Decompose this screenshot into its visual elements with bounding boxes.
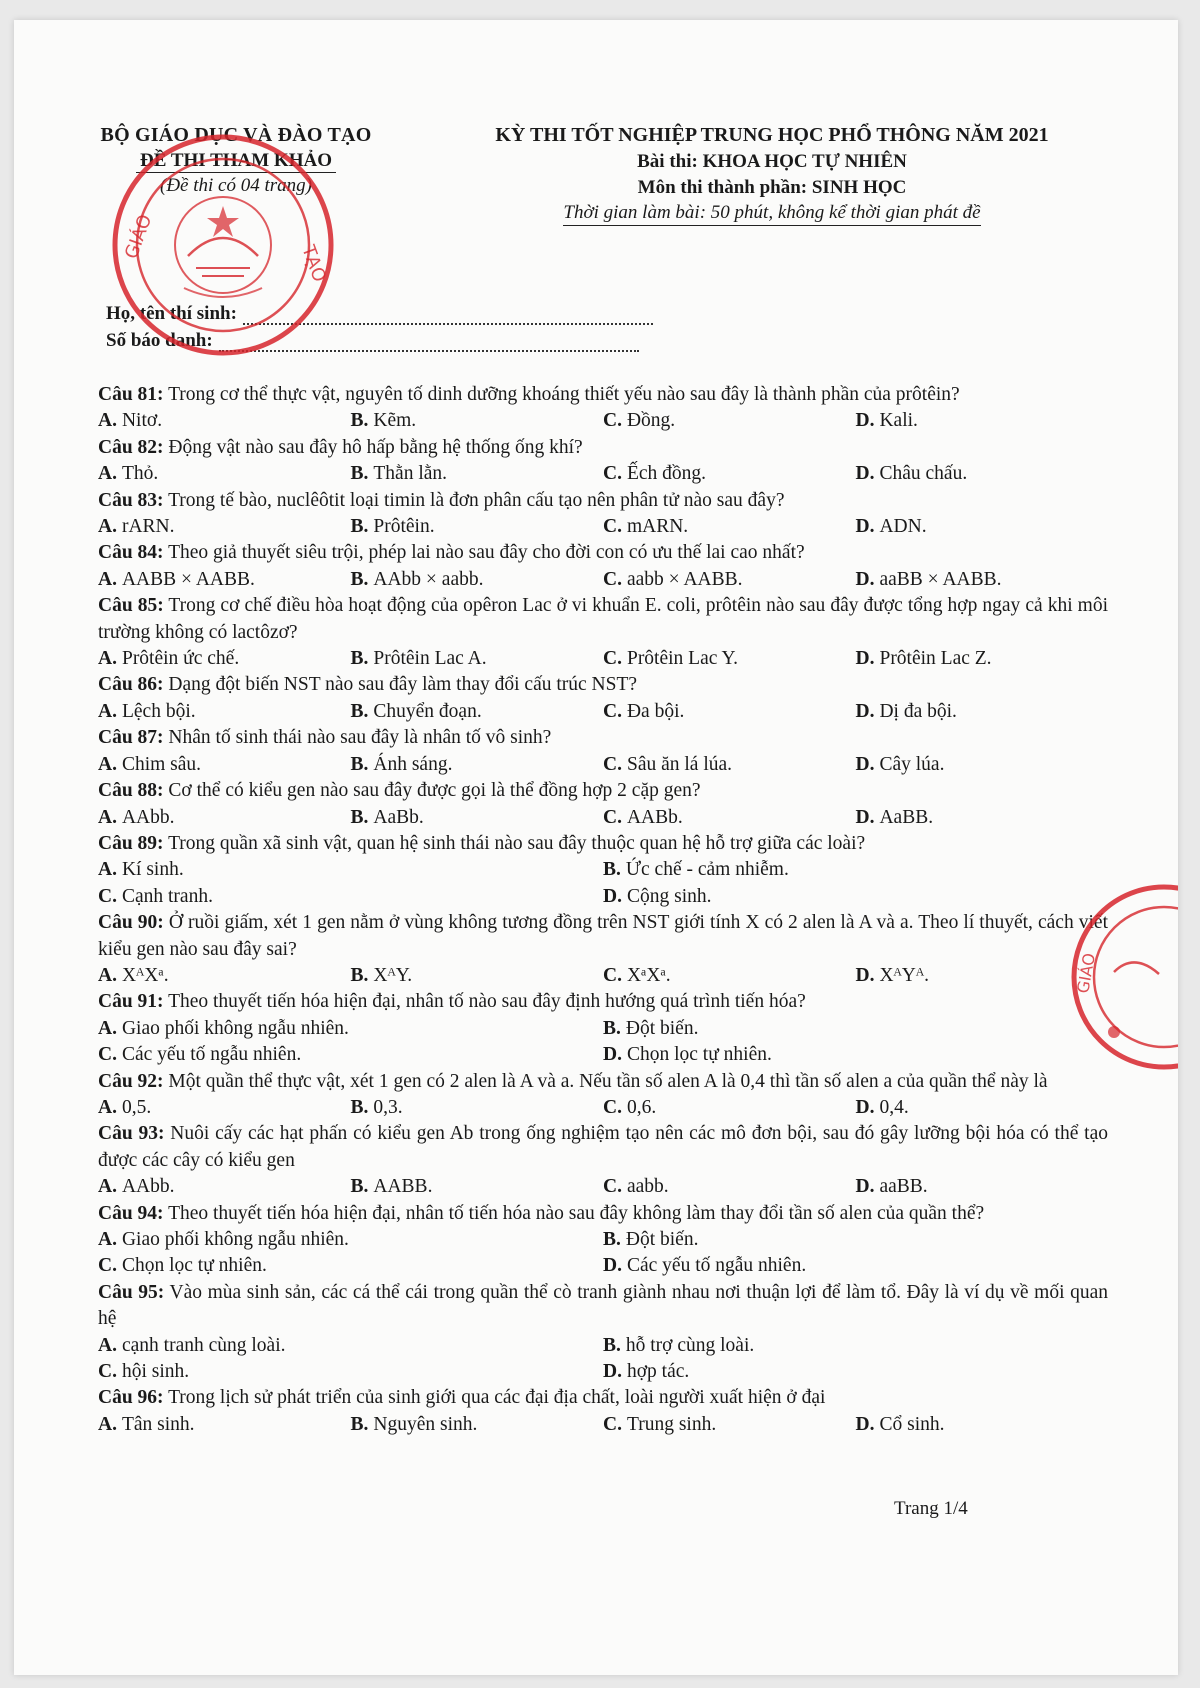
answer-option xyxy=(603,461,856,487)
answer-options xyxy=(98,699,1108,725)
question-stem xyxy=(98,1069,1108,1095)
question-stem xyxy=(98,672,1108,698)
answer-option xyxy=(351,646,604,672)
ministry-name: BỘ GIÁO DỤC VÀ ĐÀO TẠO xyxy=(100,124,372,146)
paper-type: ĐỀ THI THAM KHẢO xyxy=(136,150,336,173)
answer-options xyxy=(98,805,1108,831)
option-letter: A. xyxy=(98,463,117,485)
option-text: Chuyển đoạn. xyxy=(373,700,482,722)
question-stem xyxy=(98,778,1108,804)
question-block xyxy=(98,672,1108,725)
option-letter: A. xyxy=(98,753,117,775)
option-text: Chọn lọc tự nhiên. xyxy=(626,1044,772,1066)
option-text: Ức chế - cảm nhiễm. xyxy=(625,859,789,881)
option-text: Đột biến. xyxy=(625,1017,699,1039)
option-text: aabb. xyxy=(626,1176,669,1198)
answer-option xyxy=(351,408,604,434)
option-letter: C. xyxy=(603,1413,622,1435)
answer-options xyxy=(98,1227,1108,1280)
exam-title: KỲ THI TỐT NGHIỆP TRUNG HỌC PHỔ THÔNG NĂM 2021 xyxy=(495,124,1049,146)
option-letter: A. xyxy=(98,1413,117,1435)
answer-options xyxy=(98,408,1108,434)
option-text: AAbb × aabb. xyxy=(373,568,484,590)
question-text: Theo thuyết tiến hóa hiện đại, nhân tố nào sau đây định hướng quá trình tiến hóa? xyxy=(168,991,806,1013)
option-letter: B. xyxy=(350,700,369,722)
option-text: Ếch đồng. xyxy=(626,463,707,485)
question-text: Nuôi cấy các hạt phấn có kiểu gen Ab trong ống nghiệm tạo nên các mô đơn bội, sau đó gây lưỡng bội hóa có thể tạo được các cây có kiểu gen xyxy=(98,1123,1108,1171)
answer-option xyxy=(603,1253,1108,1279)
answer-option xyxy=(603,805,856,831)
answer-option xyxy=(98,1253,603,1279)
option-letter: B. xyxy=(603,1334,621,1356)
answer-option xyxy=(603,514,856,540)
option-letter: B. xyxy=(350,1096,369,1118)
option-text: mARN. xyxy=(626,516,689,538)
option-letter: D. xyxy=(855,568,875,590)
answer-options xyxy=(98,1333,1108,1386)
option-text: Sâu ăn lá lúa. xyxy=(626,753,733,775)
option-letter: C. xyxy=(603,463,622,485)
option-text: hội sinh. xyxy=(121,1361,190,1383)
answer-option xyxy=(603,1016,1108,1042)
option-letter: A. xyxy=(98,568,117,590)
answer-options xyxy=(98,1412,1108,1438)
option-letter: A. xyxy=(98,1017,117,1039)
option-text: AaBb. xyxy=(373,806,424,828)
question-block xyxy=(98,382,1108,435)
exam-subject: Môn thi thành phần: SINH HỌC xyxy=(637,177,907,198)
answer-option xyxy=(351,514,604,540)
question-block xyxy=(98,1121,1108,1200)
answer-option xyxy=(856,752,1109,778)
option-letter: C. xyxy=(98,1255,117,1277)
option-letter: D. xyxy=(855,648,875,670)
question-text: Động vật nào sau đây hô hấp bằng hệ thống ống khí? xyxy=(168,436,583,458)
question-list xyxy=(98,382,1108,1438)
answer-option xyxy=(351,461,604,487)
answer-options xyxy=(98,752,1108,778)
answer-options xyxy=(98,646,1108,672)
answer-option xyxy=(603,963,856,989)
option-letter: D. xyxy=(603,1044,622,1066)
question-text: Trong tế bào, nuclêôtit loại timin là đơn phân cấu tạo nên phân tử nào sau đây? xyxy=(168,489,785,511)
answer-options xyxy=(98,963,1108,989)
option-letter: B. xyxy=(350,1413,369,1435)
answer-option xyxy=(603,1359,1108,1385)
answer-option xyxy=(98,1227,603,1253)
option-letter: C. xyxy=(98,1361,117,1383)
option-text: Đột biến. xyxy=(625,1229,699,1250)
option-letter: B. xyxy=(350,753,369,775)
question-label: Câu 81: xyxy=(98,384,164,405)
option-text: XᴬY. xyxy=(373,964,413,986)
answer-option xyxy=(603,1412,856,1438)
question-stem xyxy=(98,831,1108,857)
answer-option xyxy=(603,408,856,434)
option-text: AABB × AABB. xyxy=(121,568,255,590)
option-letter: B. xyxy=(350,806,369,828)
answer-option xyxy=(351,1095,604,1121)
answer-option xyxy=(98,514,351,540)
option-text: XᴬXᵃ. xyxy=(121,964,169,986)
answer-option xyxy=(98,1333,603,1359)
question-block xyxy=(98,989,1108,1068)
question-block xyxy=(98,910,1108,989)
answer-option xyxy=(98,461,351,487)
answer-option xyxy=(98,1412,351,1438)
question-label: Câu 91: xyxy=(98,991,164,1013)
answer-option xyxy=(603,1174,856,1200)
answer-option xyxy=(98,1174,351,1200)
question-text: Một quần thể thực vật, xét 1 gen có 2 alen là A và a. Nếu tần số alen A là 0,4 thì tần số alen a của quần thể này là xyxy=(168,1070,1048,1092)
option-text: Kali. xyxy=(879,410,918,432)
answer-option xyxy=(351,1412,604,1438)
option-letter: A. xyxy=(98,859,117,881)
option-letter: B. xyxy=(350,410,369,432)
option-text: Prôtêin ức chế. xyxy=(121,648,240,670)
answer-option xyxy=(98,752,351,778)
answer-option xyxy=(856,646,1109,672)
question-label: Câu 84: xyxy=(98,542,164,564)
option-text: Prôtêin Lac A. xyxy=(373,648,487,670)
question-block xyxy=(98,778,1108,831)
question-label: Câu 95: xyxy=(98,1281,165,1303)
option-letter: D. xyxy=(603,1255,622,1277)
answer-options xyxy=(98,1016,1108,1069)
option-letter: A. xyxy=(98,648,117,670)
option-letter: C. xyxy=(603,700,622,722)
option-letter: D. xyxy=(855,806,875,828)
option-letter: B. xyxy=(603,1017,621,1039)
question-label: Câu 85: xyxy=(98,595,164,617)
question-label: Câu 89: xyxy=(98,832,164,854)
option-letter: C. xyxy=(603,753,622,775)
question-text: Ở ruồi giấm, xét 1 gen nằm ở vùng không tương đồng trên NST giới tính X có 2 alen là A và a. Theo lí thuyết, cách viết kiểu gen nào sau đây sai? xyxy=(98,912,1109,960)
option-letter: D. xyxy=(855,1413,875,1435)
answer-option xyxy=(856,1095,1109,1121)
question-stem xyxy=(98,1201,1108,1227)
answer-option xyxy=(98,567,351,593)
option-letter: A. xyxy=(98,1229,117,1250)
option-text: Trung sinh. xyxy=(626,1413,717,1435)
answer-option xyxy=(856,408,1109,434)
option-letter: B. xyxy=(350,1176,369,1198)
question-block xyxy=(98,488,1108,541)
option-text: 0,6. xyxy=(626,1096,657,1118)
question-label: Câu 83: xyxy=(98,489,164,511)
question-block xyxy=(98,831,1108,910)
option-text: Thằn lằn. xyxy=(373,463,448,485)
option-text: Đồng. xyxy=(626,410,676,432)
option-text: Nguyên sinh. xyxy=(373,1413,478,1435)
answer-option xyxy=(351,699,604,725)
question-block xyxy=(98,1280,1108,1386)
question-text: Dạng đột biến NST nào sau đây làm thay đổi cấu trúc NST? xyxy=(168,674,638,696)
answer-option xyxy=(98,646,351,672)
option-letter: A. xyxy=(98,964,117,986)
answer-option xyxy=(856,567,1109,593)
option-letter: C. xyxy=(603,568,622,590)
option-letter: D. xyxy=(855,410,875,432)
answer-option xyxy=(98,884,603,910)
option-letter: B. xyxy=(350,516,369,538)
option-text: AAbb. xyxy=(121,1176,175,1198)
option-letter: D. xyxy=(603,1361,622,1383)
option-text: Thỏ. xyxy=(121,463,159,485)
answer-option xyxy=(351,1174,604,1200)
question-text: Trong quần xã sinh vật, quan hệ sinh thái nào sau đây thuộc quan hệ hỗ trợ giữa các loài? xyxy=(168,832,866,854)
option-letter: C. xyxy=(603,964,622,986)
answer-option xyxy=(603,1042,1108,1068)
question-label: Câu 96: xyxy=(98,1387,164,1409)
option-text: AAbb. xyxy=(121,806,175,828)
question-stem xyxy=(98,725,1108,751)
question-text: Nhân tố sinh thái nào sau đây là nhân tố vô sinh? xyxy=(168,727,552,749)
option-text: Giao phối không ngẫu nhiên. xyxy=(121,1229,349,1250)
option-text: AaBB. xyxy=(879,806,934,828)
question-stem xyxy=(98,989,1108,1015)
option-text: AABb. xyxy=(626,806,683,828)
option-text: Ánh sáng. xyxy=(373,753,453,775)
option-letter: B. xyxy=(350,568,369,590)
option-text: Tân sinh. xyxy=(121,1413,195,1435)
option-letter: D. xyxy=(855,463,875,485)
option-letter: A. xyxy=(98,1334,117,1356)
option-letter: D. xyxy=(855,753,875,775)
option-text: ADN. xyxy=(879,516,927,538)
option-letter: A. xyxy=(98,410,117,432)
option-letter: D. xyxy=(855,1176,875,1198)
option-text: Giao phối không ngẫu nhiên. xyxy=(121,1017,349,1039)
answer-option xyxy=(603,884,1108,910)
option-letter: D. xyxy=(855,700,875,722)
option-text: Cộng sinh. xyxy=(626,885,712,907)
exam-duration: Thời gian làm bài: 50 phút, không kể thời gian phát đề xyxy=(563,202,980,226)
answer-option xyxy=(98,857,603,883)
question-text: Vào mùa sinh sản, các cá thể cái trong quần thể cò tranh giành nhau nơi thuận lợi để làm tổ. Đây là ví dụ về mối quan hệ xyxy=(98,1281,1108,1330)
question-stem xyxy=(98,540,1108,566)
question-block xyxy=(98,1069,1108,1122)
answer-option xyxy=(351,963,604,989)
question-label: Câu 88: xyxy=(98,780,164,802)
option-text: Prôtêin Lac Z. xyxy=(879,648,992,670)
option-text: aabb × AABB. xyxy=(626,568,743,590)
question-stem xyxy=(98,910,1108,963)
option-text: Các yếu tố ngẫu nhiên. xyxy=(626,1255,807,1277)
question-stem xyxy=(98,488,1108,514)
answer-option xyxy=(351,567,604,593)
option-letter: B. xyxy=(350,964,369,986)
option-letter: A. xyxy=(98,516,117,538)
answer-option xyxy=(856,699,1109,725)
option-text: XᵃXᵃ. xyxy=(626,964,671,986)
question-block xyxy=(98,593,1108,672)
question-label: Câu 82: xyxy=(98,436,164,458)
question-text: Trong lịch sử phát triển của sinh giới qua các đại địa chất, loài người xuất hiện ở đại xyxy=(168,1387,826,1409)
option-text: Prôtêin. xyxy=(373,516,435,538)
header-right xyxy=(412,124,1132,226)
option-text: Châu chấu. xyxy=(879,463,968,485)
question-text: Theo giả thuyết siêu trội, phép lai nào sau đây cho đời con có ưu thế lai cao nhất? xyxy=(168,542,805,564)
option-text: Kí sinh. xyxy=(121,859,184,881)
question-label: Câu 87: xyxy=(98,727,164,749)
question-text: Trong cơ thể thực vật, nguyên tố dinh dưỡng khoáng thiết yếu nào sau đây là thành phần của prôtêin? xyxy=(168,384,960,405)
question-block xyxy=(98,540,1108,593)
answer-option xyxy=(603,752,856,778)
question-stem xyxy=(98,1121,1108,1174)
answer-option xyxy=(98,1016,603,1042)
exam-page xyxy=(14,20,1178,1675)
answer-option xyxy=(98,408,351,434)
option-letter: B. xyxy=(350,648,369,670)
option-letter: B. xyxy=(603,859,621,881)
option-letter: C. xyxy=(603,516,622,538)
question-label: Câu 92: xyxy=(98,1070,164,1092)
option-letter: C. xyxy=(603,648,622,670)
exam-paper: Bài thi: KHOA HỌC TỰ NHIÊN xyxy=(637,151,907,172)
answer-option xyxy=(98,963,351,989)
question-label: Câu 93: xyxy=(98,1123,165,1145)
option-text: Cạnh tranh. xyxy=(121,885,213,907)
question-text: Theo thuyết tiến hóa hiện đại, nhân tố tiến hóa nào sau đây không làm thay đổi tần số alen của quần thể? xyxy=(168,1202,985,1224)
answer-option xyxy=(351,752,604,778)
candidate-name-field xyxy=(106,303,653,325)
candidate-name-label: Họ, tên thí sinh: xyxy=(106,303,237,324)
question-text: Trong cơ chế điều hòa hoạt động của opêron Lac ở vi khuẩn E. coli, prôtêin nào sau đây được tổng hợp ngay cả khi môi trường không có lactôzơ? xyxy=(98,595,1108,643)
question-stem xyxy=(98,1280,1108,1333)
answer-option xyxy=(603,1333,1108,1359)
answer-option xyxy=(98,1042,603,1068)
option-text: cạnh tranh cùng loài. xyxy=(121,1334,286,1356)
option-letter: A. xyxy=(98,1096,117,1118)
option-text: rARN. xyxy=(121,516,175,538)
option-text: aaBB. xyxy=(879,1176,928,1198)
option-text: Nitơ. xyxy=(121,410,163,432)
svg-text:GIÁO: GIÁO xyxy=(1073,951,1099,995)
answer-options xyxy=(98,1174,1108,1200)
option-letter: C. xyxy=(603,410,622,432)
page-count-note: (Đề thi có 04 trang) xyxy=(160,175,312,196)
question-label: Câu 94: xyxy=(98,1202,164,1224)
answer-option xyxy=(856,461,1109,487)
option-text: Chọn lọc tự nhiên. xyxy=(121,1255,267,1277)
svg-text:TẠO: TẠO xyxy=(297,242,330,285)
header-left xyxy=(66,124,406,197)
option-letter: C. xyxy=(603,1176,622,1198)
answer-option xyxy=(98,1359,603,1385)
page-number: Trang 1/4 xyxy=(894,1498,968,1519)
question-block xyxy=(98,1385,1108,1438)
answer-options xyxy=(98,857,1108,910)
option-text: Kẽm. xyxy=(373,410,417,432)
answer-option xyxy=(603,1227,1108,1253)
answer-option xyxy=(856,514,1109,540)
answer-option xyxy=(856,805,1109,831)
option-text: hỗ trợ cùng loài. xyxy=(625,1334,755,1356)
question-text: Cơ thể có kiểu gen nào sau đây được gọi là thể đồng hợp 2 cặp gen? xyxy=(168,780,701,802)
answer-option xyxy=(98,805,351,831)
answer-option xyxy=(603,646,856,672)
option-letter: D. xyxy=(855,964,875,986)
option-letter: C. xyxy=(603,806,622,828)
option-letter: B. xyxy=(350,463,369,485)
question-label: Câu 90: xyxy=(98,912,164,934)
option-text: AABB. xyxy=(373,1176,433,1198)
option-letter: A. xyxy=(98,806,117,828)
option-text: hợp tác. xyxy=(626,1361,690,1383)
option-text: Đa bội. xyxy=(626,700,685,722)
answer-option xyxy=(603,1095,856,1121)
question-stem xyxy=(98,435,1108,461)
answer-options xyxy=(98,461,1108,487)
answer-option xyxy=(603,699,856,725)
option-letter: A. xyxy=(98,1176,117,1198)
answer-option xyxy=(856,1174,1109,1200)
question-label: Câu 86: xyxy=(98,674,164,696)
answer-option xyxy=(351,805,604,831)
option-letter: C. xyxy=(98,1044,117,1066)
question-block xyxy=(98,1201,1108,1280)
option-text: 0,5. xyxy=(121,1096,152,1118)
option-text: 0,3. xyxy=(373,1096,403,1118)
option-letter: A. xyxy=(98,700,117,722)
option-letter: D. xyxy=(855,1096,875,1118)
option-text: 0,4. xyxy=(879,1096,909,1118)
option-letter: D. xyxy=(855,516,875,538)
option-letter: C. xyxy=(603,1096,622,1118)
answer-option xyxy=(603,567,856,593)
question-block xyxy=(98,435,1108,488)
candidate-id-line xyxy=(219,336,639,352)
option-text: Chim sâu. xyxy=(121,753,202,775)
answer-option xyxy=(856,963,1109,989)
question-stem xyxy=(98,593,1108,646)
option-text: Cây lúa. xyxy=(879,753,945,775)
answer-option xyxy=(603,857,1108,883)
answer-options xyxy=(98,1095,1108,1121)
answer-option xyxy=(856,1412,1109,1438)
option-letter: C. xyxy=(98,885,117,907)
option-text: Cổ sinh. xyxy=(879,1413,945,1435)
option-text: aaBB × AABB. xyxy=(879,568,1002,590)
option-text: Prôtêin Lac Y. xyxy=(626,648,738,670)
option-text: Dị đa bội. xyxy=(879,700,957,722)
question-stem xyxy=(98,1385,1108,1411)
answer-option xyxy=(98,1095,351,1121)
option-text: Các yếu tố ngẫu nhiên. xyxy=(121,1044,302,1066)
question-block xyxy=(98,725,1108,778)
answer-options xyxy=(98,567,1108,593)
option-text: XᴬYᴬ. xyxy=(879,964,929,986)
question-stem xyxy=(98,382,1108,408)
candidate-name-line xyxy=(243,309,653,325)
answer-options xyxy=(98,514,1108,540)
candidate-id-field xyxy=(106,330,639,352)
option-letter: D. xyxy=(603,885,622,907)
option-letter: B. xyxy=(603,1229,621,1250)
candidate-id-label: Số báo danh: xyxy=(106,330,213,351)
option-text: Lệch bội. xyxy=(121,700,196,722)
answer-option xyxy=(98,699,351,725)
svg-text:GIÁO: GIÁO xyxy=(120,211,157,262)
